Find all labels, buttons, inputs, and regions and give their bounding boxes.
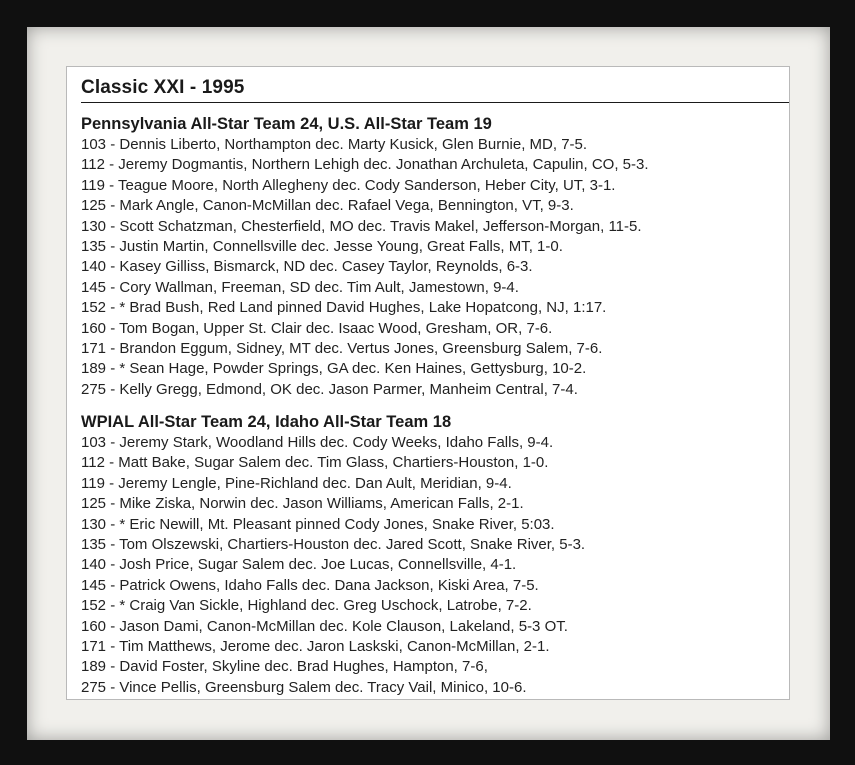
result-189: 189 - * Sean Hage, Powder Springs, GA dec. Ken Haines, Gettysburg, 10-2. — [81, 360, 587, 378]
section-pennsylvania-vs-us — [81, 113, 786, 400]
result-125: 125 - Mark Angle, Canon-McMillan dec. Rafael Vega, Bennington, VT, 9-3. — [81, 197, 574, 215]
result-119: 119 - Teague Moore, North Allegheny dec. Cody Sanderson, Heber City, UT, 3-1. — [81, 176, 616, 194]
result-112: 112 - Jeremy Dogmantis, Northern Lehigh dec. Jonathan Archuleta, Capulin, CO, 5-3. — [81, 156, 649, 174]
result-152: 152 - * Craig Van Sickle, Highland dec. Greg Uschock, Latrobe, 7-2. — [81, 597, 532, 615]
section-heading: WPIAL All-Star Team 24, Idaho All-Star Team 18 — [81, 413, 452, 431]
result-152: 152 - * Brad Bush, Red Land pinned David Hughes, Lake Hopatcong, NJ, 1:17. — [81, 299, 607, 317]
result-140: 140 - Josh Price, Sugar Salem dec. Joe Lucas, Connellsville, 4-1. — [81, 556, 517, 574]
document-page — [66, 66, 790, 700]
result-130: 130 - * Eric Newill, Mt. Pleasant pinned Cody Jones, Snake River, 5:03. — [81, 515, 555, 533]
result-171: 171 - Brandon Eggum, Sidney, MT dec. Vertus Jones, Greensburg Salem, 7-6. — [81, 340, 603, 358]
result-125: 125 - Mike Ziska, Norwin dec. Jason Williams, American Falls, 2-1. — [81, 495, 524, 513]
result-103: 103 - Jeremy Stark, Woodland Hills dec. Cody Weeks, Idaho Falls, 9-4. — [81, 434, 554, 451]
results-list — [81, 135, 786, 400]
result-130: 130 - Scott Schatzman, Chesterfield, MO dec. Travis Makel, Jefferson-Morgan, 11-5. — [81, 217, 642, 235]
result-140: 140 - Kasey Gilliss, Bismarck, ND dec. Casey Taylor, Reynolds, 6-3. — [81, 258, 533, 276]
page-title: Classic XXI - 1995 — [81, 77, 245, 98]
result-119: 119 - Jeremy Lengle, Pine-Richland dec. Dan Ault, Meridian, 9-4. — [81, 474, 512, 492]
title-divider — [81, 102, 789, 103]
result-189: 189 - David Foster, Skyline dec. Brad Hughes, Hampton, 7-6, — [81, 658, 488, 676]
section-wpial-vs-idaho — [81, 411, 786, 698]
section-heading: Pennsylvania All-Star Team 24, U.S. All-Star Team 19 — [81, 115, 492, 133]
result-275: 275 - Vince Pellis, Greensburg Salem dec. Tracy Vail, Minico, 10-6. — [81, 678, 527, 696]
result-135: 135 - Justin Martin, Connellsville dec. Jesse Young, Great Falls, MT, 1-0. — [81, 238, 563, 256]
result-160: 160 - Tom Bogan, Upper St. Clair dec. Isaac Wood, Gresham, OR, 7-6. — [81, 319, 553, 337]
result-103: 103 - Dennis Liberto, Northampton dec. Marty Kusick, Glen Burnie, MD, 7-5. — [81, 136, 588, 153]
result-145: 145 - Cory Wallman, Freeman, SD dec. Tim Ault, Jamestown, 9-4. — [81, 278, 519, 296]
results-list — [81, 433, 786, 698]
result-135: 135 - Tom Olszewski, Chartiers-Houston dec. Jared Scott, Snake River, 5-3. — [81, 536, 586, 554]
result-145: 145 - Patrick Owens, Idaho Falls dec. Dana Jackson, Kiski Area, 7-5. — [81, 576, 539, 594]
result-275: 275 - Kelly Gregg, Edmond, OK dec. Jason Parmer, Manheim Central, 7-4. — [81, 380, 578, 398]
result-160: 160 - Jason Dami, Canon-McMillan dec. Kole Clauson, Lakeland, 5-3 OT. — [81, 617, 568, 635]
result-171: 171 - Tim Matthews, Jerome dec. Jaron Laskski, Canon-McMillan, 2-1. — [81, 638, 550, 656]
result-112: 112 - Matt Bake, Sugar Salem dec. Tim Glass, Chartiers-Houston, 1-0. — [81, 454, 549, 472]
